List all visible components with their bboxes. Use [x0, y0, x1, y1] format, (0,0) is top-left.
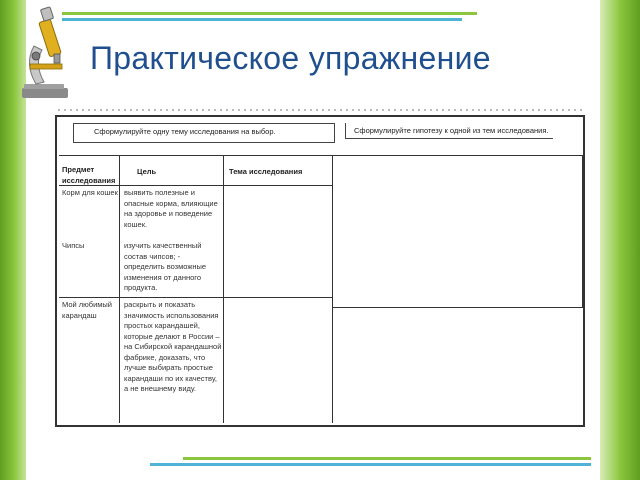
header-subject: Предмет исследования — [62, 165, 116, 185]
topic-prompt-box: Сформулируйте одну тему исследования на выбор. — [73, 123, 335, 143]
header-goal: Цель — [137, 167, 157, 176]
right-box-middle-line — [332, 307, 583, 308]
table-top-line — [59, 155, 332, 156]
right-green-band — [600, 0, 640, 480]
row3-subject: Мой любимый карандаш — [62, 300, 112, 320]
right-column-divider — [332, 155, 333, 423]
hypothesis-prompt-box: Сформулируйте гипотезу к одной из тем исследования. — [345, 123, 553, 139]
bottom-stripe-green — [183, 457, 591, 460]
table-col-divider-2 — [223, 155, 224, 423]
bottom-stripe-blue — [150, 463, 591, 466]
row1-subject: Корм для кошек — [62, 188, 118, 197]
table-row-line — [59, 297, 332, 298]
microscope-icon — [16, 4, 78, 102]
row2-goal: изучить качественный состав чипсов; - определить возможные изменения от данного продукта. — [124, 241, 207, 292]
row1-goal: выявить полезные и опасные корма, влияющие на здоровье и поведение кошек. — [124, 188, 218, 229]
worksheet-frame — [55, 115, 585, 427]
slide-title: Практическое упражнение — [90, 40, 491, 76]
right-box-top-line — [332, 155, 583, 156]
row3-goal: раскрыть и показать значимость использования простых карандашей, которые делают в России – на Сибирской карандашной фабрике, доказать, что лучше выбирать простые карандаши по их качеству, а не внешнему виду. — [124, 300, 222, 393]
header-topic: Тема исследования — [229, 167, 303, 176]
top-stripe-green — [62, 12, 477, 15]
row2-subject: Чипсы — [62, 241, 85, 250]
top-stripe-blue — [62, 18, 462, 21]
right-box-right-line — [582, 155, 583, 307]
dotted-divider — [56, 108, 586, 112]
